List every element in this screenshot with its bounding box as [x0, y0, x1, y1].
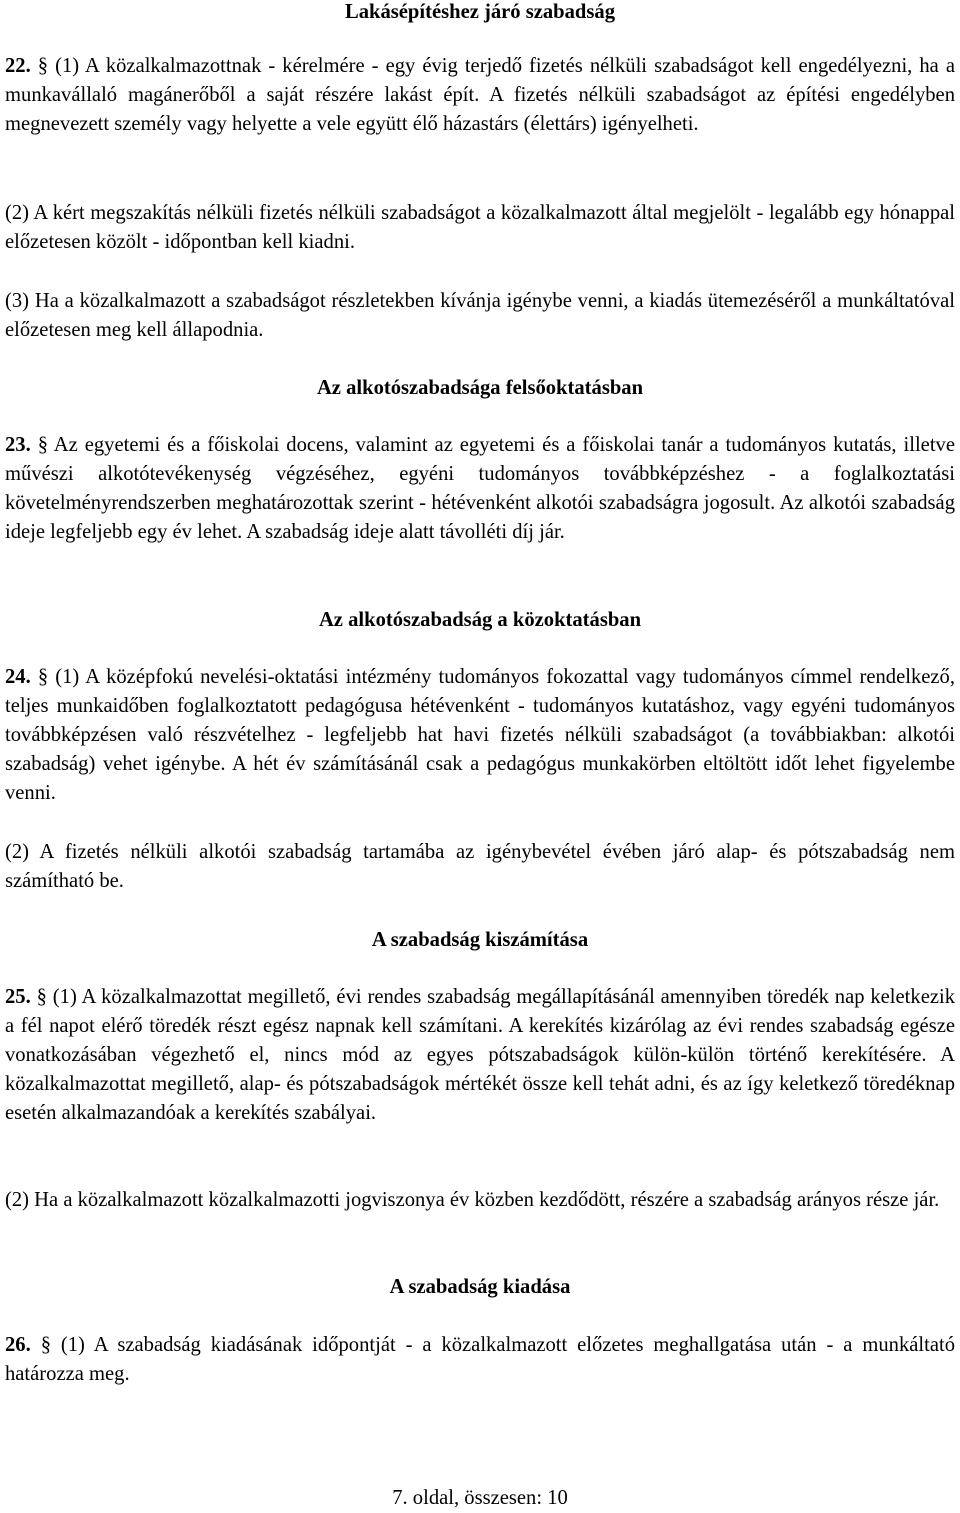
paragraph-text: § (1) A közalkalmazottnak - kérelmére - egy évig terjedő fizetés nélküli szabadságot kell engedélyezni, ha a munkavállaló magánerőből a saját részére lakást épít. A fizetés nélküli szabadságot az építési engedélyben megnevezett személy vagy helyette a vele együtt élő házastárs (élettárs) igényelheti. [5, 55, 955, 135]
paragraph [5, 983, 955, 1128]
section-heading: A szabadság kiszámítása [371, 929, 589, 951]
section-heading: Lakásépítéshez járó szabadság [344, 1, 615, 23]
paragraph [5, 431, 955, 547]
paragraph [5, 1186, 955, 1215]
section-heading: Az alkotószabadsága felsőoktatásban [316, 377, 644, 399]
section-number: 24. [5, 666, 31, 688]
paragraph-text: (2) Ha a közalkalmazott közalkalmazotti jogviszonya év közben kezdődött, részére a szabadság arányos része jár. [5, 1189, 940, 1211]
paragraph [5, 287, 955, 345]
section-heading: Az alkotószabadság a közoktatásban [318, 609, 642, 631]
section-number: 22. [5, 55, 31, 77]
paragraph-text: § (1) A középfokú nevelési-oktatási intézmény tudományos fokozattal vagy tudományos címmel rendelkező, teljes munkaidőben foglalkoztatott pedagógusa hétévenként - tudományos kutatáshoz, vagy egyéni tudományos továbbképzésen való részvételhez - legfeljebb hat havi fizetés nélküli szabadságot (a továbbiakban: alkotói szabadság) vehet igénybe. A hét év számításánál csak a pedagógus munkakörben eltöltött időt lehet figyelembe venni. [5, 666, 955, 804]
paragraph [5, 1331, 955, 1389]
page-footer: 7. oldal, összesen: 10 [392, 1487, 568, 1509]
paragraph-text: § (1) A közalkalmazottat megillető, évi rendes szabadság megállapításánál amennyiben töredék nap keletkezik a fél napot elérő töredék részt egész napnak kell számítani. A kerekítés kizárólag az évi rendes szabadság egésze vonatkozásában végezhető el, nincs mód az egyes pótszabadságok külön-külön történő kerekítésére. A közalkalmazottat megillető, alap- és pótszabadságok mértékét össze kell tehát adni, és az így keletkező töredéknap esetén alkalmazandóak a kerekítés szabályai. [5, 986, 955, 1124]
section-number: 23. [5, 434, 31, 456]
paragraph-text: (2) A kért megszakítás nélküli fizetés nélküli szabadságot a közalkalmazott által megjelölt - legalább egy hónappal előzetesen közölt - időpontban kell kiadni. [5, 202, 955, 253]
section-number: 26. [5, 1334, 31, 1356]
paragraph [5, 838, 955, 896]
paragraph-text: § Az egyetemi és a főiskolai docens, valamint az egyetemi és a főiskolai tanár a tudományos kutatás, illetve művészi alkotótevékenység végzéséhez, egyéni tudományos továbbképzéshez - a foglalkoztatási követelményrendszerben meghatározottak szerint - hétévenként alkotói szabadságra jogosult. Az alkotói szabadság ideje legfeljebb egy év lehet. A szabadság ideje alatt távolléti díj jár. [5, 434, 955, 543]
section-number: 25. [5, 986, 31, 1008]
paragraph-text: (3) Ha a közalkalmazott a szabadságot részletekben kívánja igénybe venni, a kiadás ütemezéséről a munkáltatóval előzetesen meg kell állapodnia. [5, 290, 955, 341]
paragraph-text: (2) A fizetés nélküli alkotói szabadság tartamába az igénybevétel évében járó alap- és pótszabadság nem számítható be. [5, 841, 955, 892]
paragraph-text: § (1) A szabadság kiadásának időpontját - a közalkalmazott előzetes meghallgatása után - a munkáltató határozza meg. [5, 1334, 955, 1385]
paragraph [5, 199, 955, 257]
paragraph [5, 663, 955, 808]
paragraph [5, 52, 955, 139]
section-heading: A szabadság kiadása [389, 1276, 571, 1298]
